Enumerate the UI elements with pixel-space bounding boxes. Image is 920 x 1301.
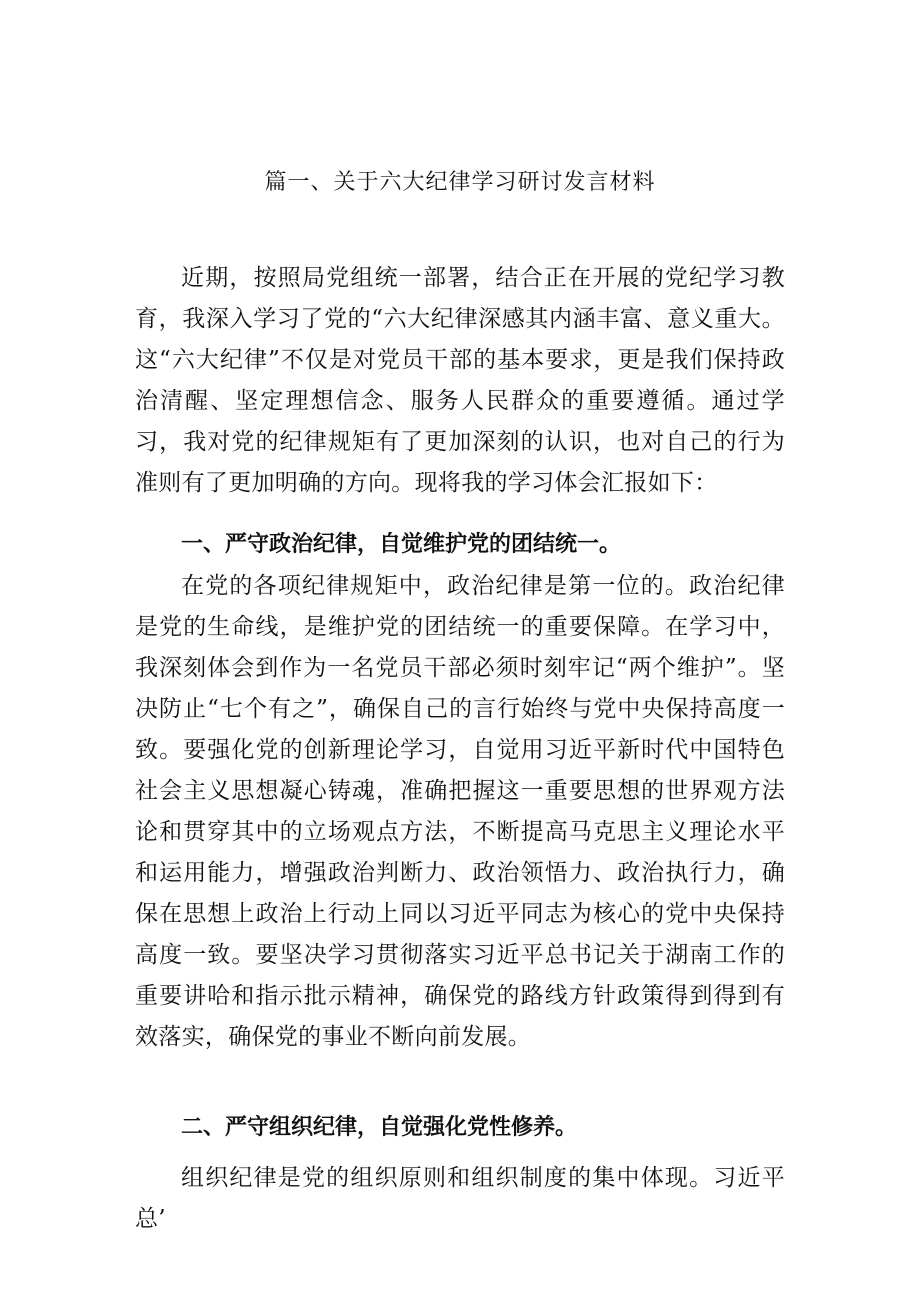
paragraph-organizational-discipline: 组织纪律是党的组织原则和组织制度的集中体现。习近平总’ xyxy=(135,1165,785,1232)
section-heading-organizational-discipline: 二、严守组织纪律，自觉强化党性修养。 xyxy=(181,1115,578,1140)
paragraph-political-discipline: 在党的各项纪律规矩中，政治纪律是第一位的。政治纪律是党的生命线，是维护党的团结统一的重要保障。在学习中，我深刻体会到作为一名党员干部必须时刻牢记“两个维护”。坚决防止“七个有之”，确保自己的言行始终与党中央保持高度一致。要强化党的创新理论学习，自觉用习近平新时代中国特色社会主义思想凝心铸魂，准确把握这一重要思想的世界观方法论和贯穿其中的立场观点方法，不断提高马克思主义理论水平和运用能力，增强政治判断力、政治领悟力、政治执行力，确保在思想上政治上行动上同以习近平同志为核心的党中央保持高度一致。要坚决学习贯彻落实习近平总书记关于湖南工作的重要讲哈和指示批示精神，确保党的路线方针政策得到得到有效落实，确保党的事业不断向前发展。 xyxy=(135,573,785,1050)
section-heading-political-discipline: 一、严守政治纪律，自觉维护党的团结统一。 xyxy=(181,532,622,557)
paragraph-intro: 近期，按照局党组统一部署，结合正在开展的党纪学习教育，我深入学习了党的“六大纪律深感其内涵丰富、意义重大。这“六大纪律”不仅是对党员干部的基本要求，更是我们保持政治清醒、坚定理想信念、服务人民群众的重要遵循。通过学习，我对党的纪律规矩有了更加深刻的认识，也对自己的行为准则有了更加明确的方向。现将我的学习体会汇报如下： xyxy=(135,265,785,496)
document-title: 篇一、关于六大纪律学习研讨发言材料 xyxy=(264,170,656,195)
